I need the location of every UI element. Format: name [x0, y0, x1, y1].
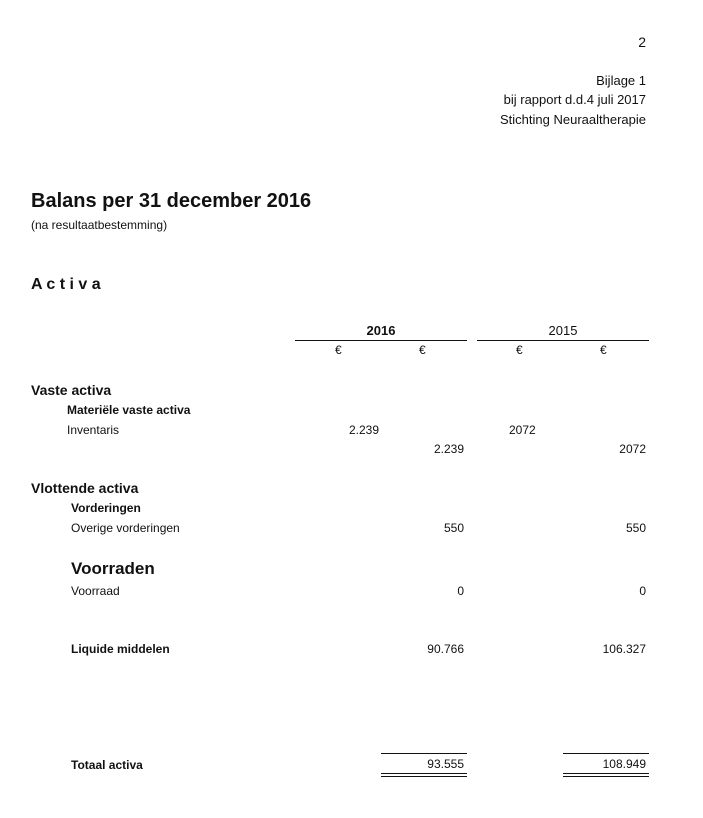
total-2015-double-rule: [563, 773, 649, 774]
voorraad-2016-value: 0: [457, 584, 464, 598]
voorraad-label: Voorraad: [71, 584, 120, 598]
liquide-2016-value: 90.766: [427, 642, 464, 656]
header-line-3: Stichting Neuraaltherapie: [500, 112, 646, 127]
header-line-1: Bijlage 1: [596, 73, 646, 88]
vaste-activa-total-2016: 2.239: [433, 442, 464, 456]
total-2016-double-rule: [381, 773, 467, 774]
year-previous-rule: [477, 340, 649, 341]
inventaris-2015-value: 2072: [509, 423, 536, 437]
vaste-activa-heading: Vaste activa: [31, 382, 112, 398]
liquide-2015-value: 106.327: [602, 642, 646, 656]
totaal-2016-value: 93.555: [427, 757, 464, 771]
page-title: Balans per 31 december 2016: [31, 190, 312, 212]
year-current-rule: [295, 340, 467, 341]
total-2015-top-rule: [563, 753, 649, 754]
currency-symbol: €: [516, 343, 523, 357]
vorderingen-heading: Vorderingen: [71, 501, 141, 515]
year-previous-header: 2015: [548, 323, 578, 338]
currency-symbol: €: [600, 343, 607, 357]
totaal-activa-label: Totaal activa: [71, 758, 143, 772]
currency-symbol: €: [419, 343, 426, 357]
voorraad-2015-value: 0: [639, 584, 646, 598]
section-title: A c t i v a: [31, 276, 101, 293]
inventaris-2016-value: 2.239: [348, 423, 379, 437]
total-2016-top-rule: [381, 753, 467, 754]
overige-vorderingen-label: Overige vorderingen: [71, 521, 180, 535]
vlottende-activa-heading: Vlottende activa: [31, 480, 139, 496]
totaal-2015-value: 108.949: [602, 757, 646, 771]
materiele-vaste-activa-heading: Materiële vaste activa: [67, 403, 191, 417]
total-2016-double-rule: [381, 776, 467, 777]
vorderingen-2015-value: 550: [625, 521, 646, 535]
currency-symbol: €: [335, 343, 342, 357]
header-line-2: bij rapport d.d.4 juli 2017: [503, 92, 646, 107]
inventaris-label: Inventaris: [67, 423, 120, 437]
page-subtitle: (na resultaatbestemming): [31, 218, 168, 232]
page-number: 2: [638, 34, 646, 50]
liquide-middelen-label: Liquide middelen: [71, 642, 170, 656]
vaste-activa-total-2015: 2072: [619, 442, 646, 456]
voorraden-heading: Voorraden: [71, 559, 155, 578]
vorderingen-2016-value: 550: [443, 521, 464, 535]
total-2015-double-rule: [563, 776, 649, 777]
year-current-header: 2016: [366, 323, 396, 338]
